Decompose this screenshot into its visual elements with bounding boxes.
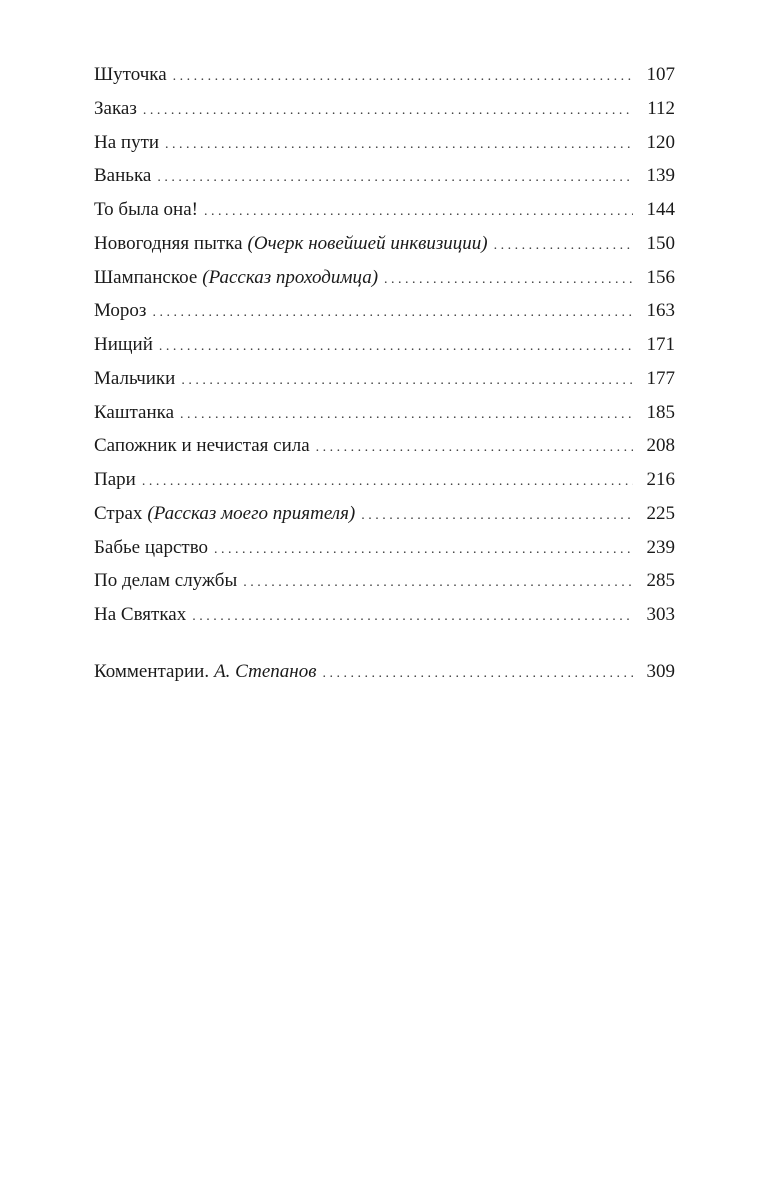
toc-entry-sapozhnik[interactable]	[94, 429, 675, 463]
dot-leader	[192, 600, 633, 634]
dot-leader	[204, 195, 633, 229]
page-number: 208	[646, 435, 675, 457]
page-number: 144	[646, 199, 675, 220]
dot-leader	[180, 398, 633, 432]
page-number: 177	[646, 367, 675, 389]
toc-entry-moroz[interactable]	[94, 294, 675, 328]
dot-leader	[243, 566, 633, 600]
page-number: 150	[646, 232, 675, 254]
page-number: 107	[646, 64, 675, 85]
dot-leader	[384, 263, 633, 297]
dot-leader	[494, 229, 633, 263]
page-number: 285	[646, 570, 675, 592]
dot-leader	[165, 128, 633, 162]
entry-title: Нищий	[94, 334, 153, 355]
entry-title: На Святках	[94, 604, 187, 625]
entry-title: Страх	[94, 502, 143, 524]
entry-author: А. Степанов	[214, 660, 317, 682]
toc-entry-vanka[interactable]	[94, 159, 675, 193]
toc-entry-kashtanka[interactable]	[94, 396, 675, 430]
toc-entry-malchiki[interactable]	[94, 362, 675, 396]
page-number: 112	[647, 97, 675, 119]
entry-title: Мальчики	[94, 367, 176, 389]
entry-title: По делам службы	[94, 570, 238, 592]
page-number: 303	[646, 604, 675, 625]
entry-title: Ванька	[94, 165, 152, 187]
dot-leader	[322, 657, 633, 691]
toc-entry-zakaz[interactable]	[94, 92, 675, 126]
entry-title: На пути	[94, 131, 160, 153]
entry-title: Сапожник и нечистая сила	[94, 435, 310, 457]
dot-leader	[316, 431, 633, 465]
page-number: 185	[646, 401, 675, 423]
page-number: 239	[646, 536, 675, 558]
toc-entry-po-delam-sluzhby[interactable]	[94, 564, 675, 598]
toc-entry-novogodnyaya-pytka[interactable]	[94, 227, 675, 261]
dot-leader	[159, 330, 633, 364]
toc-entry-pari[interactable]	[94, 463, 675, 497]
entry-title: Шампанское	[94, 266, 198, 288]
page-number: 309	[646, 660, 675, 682]
entry-title: Мороз	[94, 300, 147, 322]
entry-subtitle: (Рассказ моего приятеля)	[147, 502, 356, 524]
dot-leader	[181, 364, 633, 398]
table-of-contents	[94, 58, 675, 689]
dot-leader	[214, 533, 633, 567]
dot-leader	[361, 499, 633, 533]
page-number: 156	[646, 266, 675, 288]
toc-entry-shampanskoe[interactable]	[94, 261, 675, 295]
page-number: 171	[646, 334, 675, 355]
toc-entry-na-svyatkakh[interactable]	[94, 598, 675, 632]
toc-entry-strakh[interactable]	[94, 497, 675, 531]
entry-title: Бабье царство	[94, 536, 209, 558]
toc-entry-shutochka[interactable]	[94, 58, 675, 92]
toc-entry-babe-tsarstvo[interactable]	[94, 531, 675, 565]
toc-entry-nishchiy[interactable]	[94, 328, 675, 362]
entry-subtitle: (Рассказ проходимца)	[202, 266, 379, 288]
toc-entry-commentary[interactable]	[94, 655, 675, 689]
page-number: 163	[646, 300, 675, 322]
page-number: 139	[646, 165, 675, 187]
entry-title: Новогодняя пытка	[94, 232, 243, 254]
dot-leader	[173, 60, 633, 94]
dot-leader	[143, 94, 633, 128]
toc-entry-na-puti[interactable]	[94, 126, 675, 160]
page-number: 120	[646, 131, 675, 153]
entry-title: Пари	[94, 469, 136, 490]
entry-title: Каштанка	[94, 401, 174, 423]
dot-leader	[152, 296, 633, 330]
dot-leader	[142, 465, 633, 499]
page-number: 216	[646, 469, 675, 490]
entry-subtitle: (Очерк новейшей инквизиции)	[247, 232, 488, 254]
entry-title: Заказ	[94, 97, 137, 119]
toc-entry-to-byla-ona[interactable]	[94, 193, 675, 227]
page-number: 225	[646, 502, 675, 524]
entry-title: То была она!	[94, 199, 198, 220]
dot-leader	[157, 161, 633, 195]
entry-title: Шуточка	[94, 64, 167, 85]
entry-title: Комментарии.	[94, 660, 210, 682]
